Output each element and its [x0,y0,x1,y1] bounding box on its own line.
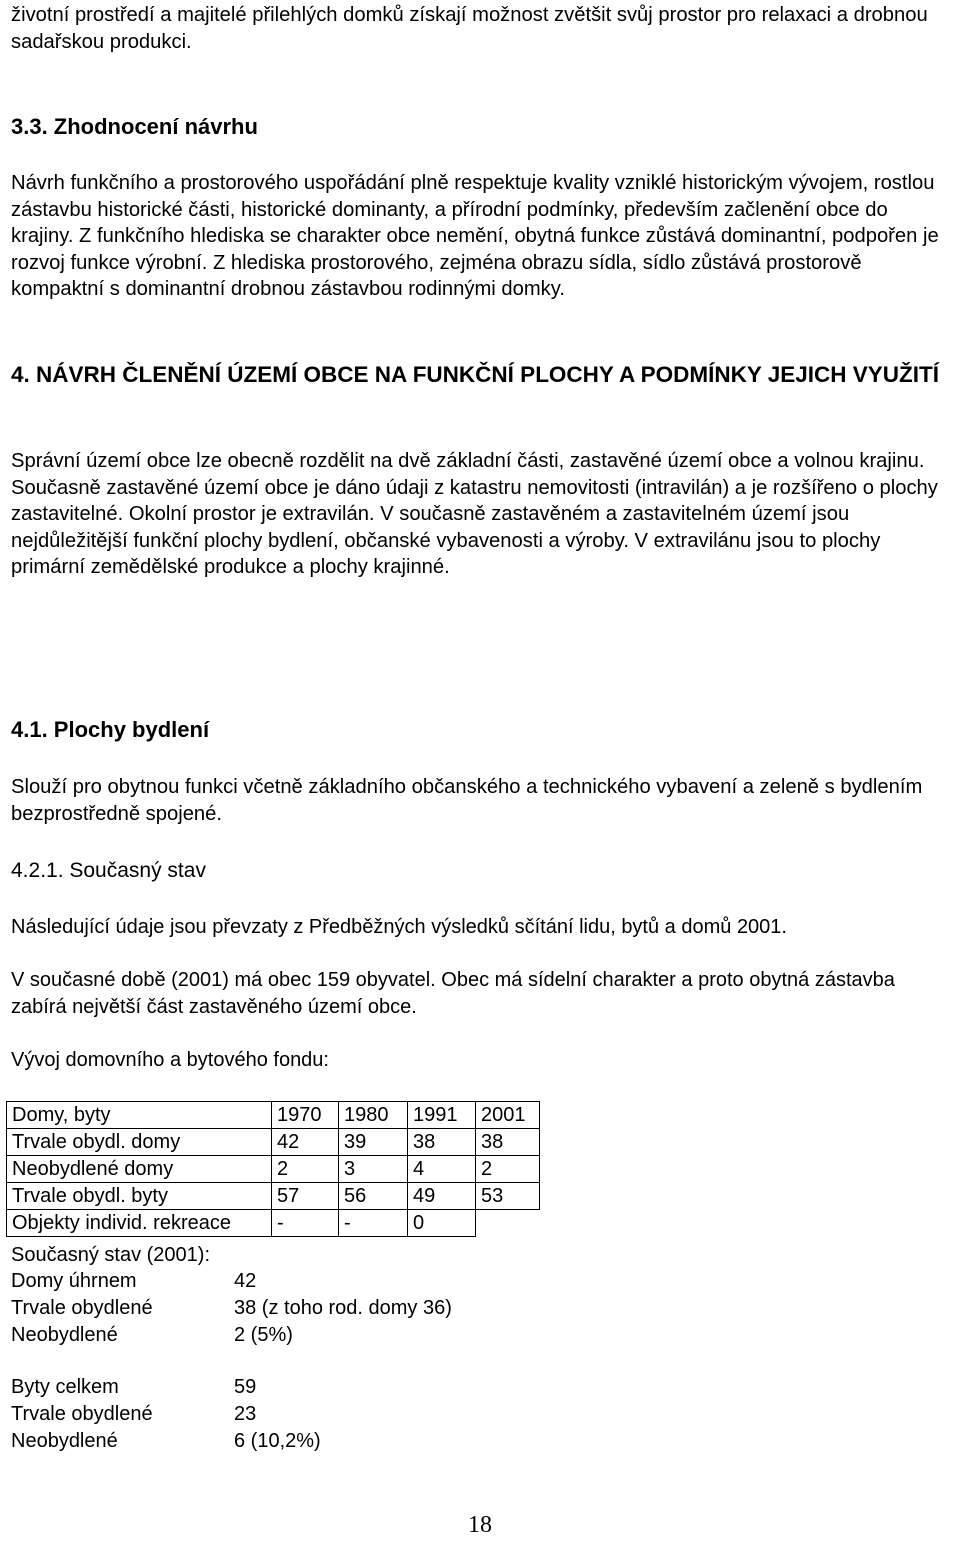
table-cell: 2 [272,1156,339,1183]
source-note: Následující údaje jsou převzaty z Předběžných výsledků sčítání lidu, bytů a domů 2001. [11,916,787,938]
table-header-cell: Domy, byty [7,1102,272,1129]
table-caption: Vývoj domovního a bytového fondu: [11,1049,329,1071]
section-heading-4-1: 4.1. Plochy bydlení [11,717,210,742]
table-cell [476,1210,540,1237]
stat-value: 59 [234,1376,257,1398]
table-cell: - [339,1210,408,1237]
stat-label: Neobydlené [11,1324,118,1346]
table-cell: Neobydlené domy [7,1156,272,1183]
stat-label: Neobydlené [11,1430,118,1452]
stat-row [11,1374,257,1401]
housing-fund-table [6,1101,540,1237]
stat-value: 6 (10,2%) [234,1430,321,1452]
section-4-1-paragraph: Slouží pro obytnou funkci včetně základního občanského a technického vybavení a zeleně s bydlením bezprostředně spojené. [11,776,923,825]
subheading-4-2-1: 4.2.1. Současný stav [11,859,206,882]
section-heading-4: 4. NÁVRH ČLENĚNÍ ÚZEMÍ OBCE NA FUNKČNÍ PLOCHY A PODMÍNKY JEJICH VYUŽITÍ [11,362,940,387]
table-cell: Objekty individ. rekreace [7,1210,272,1237]
table-row [7,1156,540,1183]
stat-value: 42 [234,1270,257,1292]
table-header-cell: 1970 [272,1102,339,1129]
table-cell: Trvale obydl. domy [7,1129,272,1156]
stat-row [11,1322,293,1349]
table-cell: 2 [476,1156,540,1183]
table-cell: 3 [339,1156,408,1183]
table-cell: 49 [408,1183,476,1210]
current-state-title: Současný stav (2001): [11,1244,210,1266]
stat-label: Domy úhrnem [11,1270,137,1292]
stat-row [11,1401,257,1428]
section-3-3-paragraph: Návrh funkčního a prostorového uspořádání plně respektuje kvality vzniklé historickým vývojem, rostlou zástavbu historické části, historické dominanty, a přírodní podmínky, především začlenění obce do krajiny. Z funkčního hlediska se charakter obce nemění, obytná funkce zůstává dominantní, podpořen je rozvoj funkce výrobní. Z hlediska prostorového, zejména obrazu sídla, sídlo zůstává prostorově kompaktní s dominantní drobnou zástavbou rodinnými domky. [11,172,939,300]
table-cell: 53 [476,1183,540,1210]
table-cell: 38 [408,1129,476,1156]
table-header-cell: 2001 [476,1102,540,1129]
stat-row [11,1295,452,1322]
table-row [7,1129,540,1156]
table-header-cell: 1991 [408,1102,476,1129]
table-cell: 4 [408,1156,476,1183]
stat-value: 2 (5%) [234,1324,293,1346]
stat-label: Byty celkem [11,1376,119,1398]
table-cell: Trvale obydl. byty [7,1183,272,1210]
stat-label: Trvale obydlené [11,1403,153,1425]
section-4-paragraph: Správní území obce lze obecně rozdělit na dvě základní části, zastavěné území obce a volnou krajinu. Současně zastavěné území obce je dáno údaji z katastru nemovitosti (intravilán) a je rozšířeno o plochy zastavitelné. Okolní prostor je extravilán. V současně zastavěném a zastavitelném území jsou nejdůležitější funkční plochy bydlení, občanské vybavenosti a výroby. V extravilánu jsou to plochy primární zemědělské produkce a plochy krajinné. [11,450,938,578]
table-row [7,1183,540,1210]
stat-value: 38 (z toho rod. domy 36) [234,1297,452,1319]
population-paragraph: V současné době (2001) má obec 159 obyvatel. Obec má sídelní charakter a proto obytná zástavba zabírá největší část zastavěného území obce. [11,969,895,1018]
stat-label: Trvale obydlené [11,1297,153,1319]
stat-value: 23 [234,1403,257,1425]
table-cell: 39 [339,1129,408,1156]
table-cell: 42 [272,1129,339,1156]
stat-row [11,1428,321,1455]
table-cell: - [272,1210,339,1237]
intro-paragraph: životní prostředí a majitelé přilehlých domků získají možnost zvětšit svůj prostor pro relaxaci a drobnou sadařskou produkci. [11,4,928,53]
table-cell: 56 [339,1183,408,1210]
table-header-cell: 1980 [339,1102,408,1129]
table-header-row [7,1102,540,1129]
section-heading-3-3: 3.3. Zhodnocení návrhu [11,114,258,139]
table-cell: 0 [408,1210,476,1237]
table-row [7,1210,540,1237]
table-cell: 57 [272,1183,339,1210]
page-number: 18 [468,1512,492,1538]
stat-row [11,1268,257,1295]
table-cell: 38 [476,1129,540,1156]
